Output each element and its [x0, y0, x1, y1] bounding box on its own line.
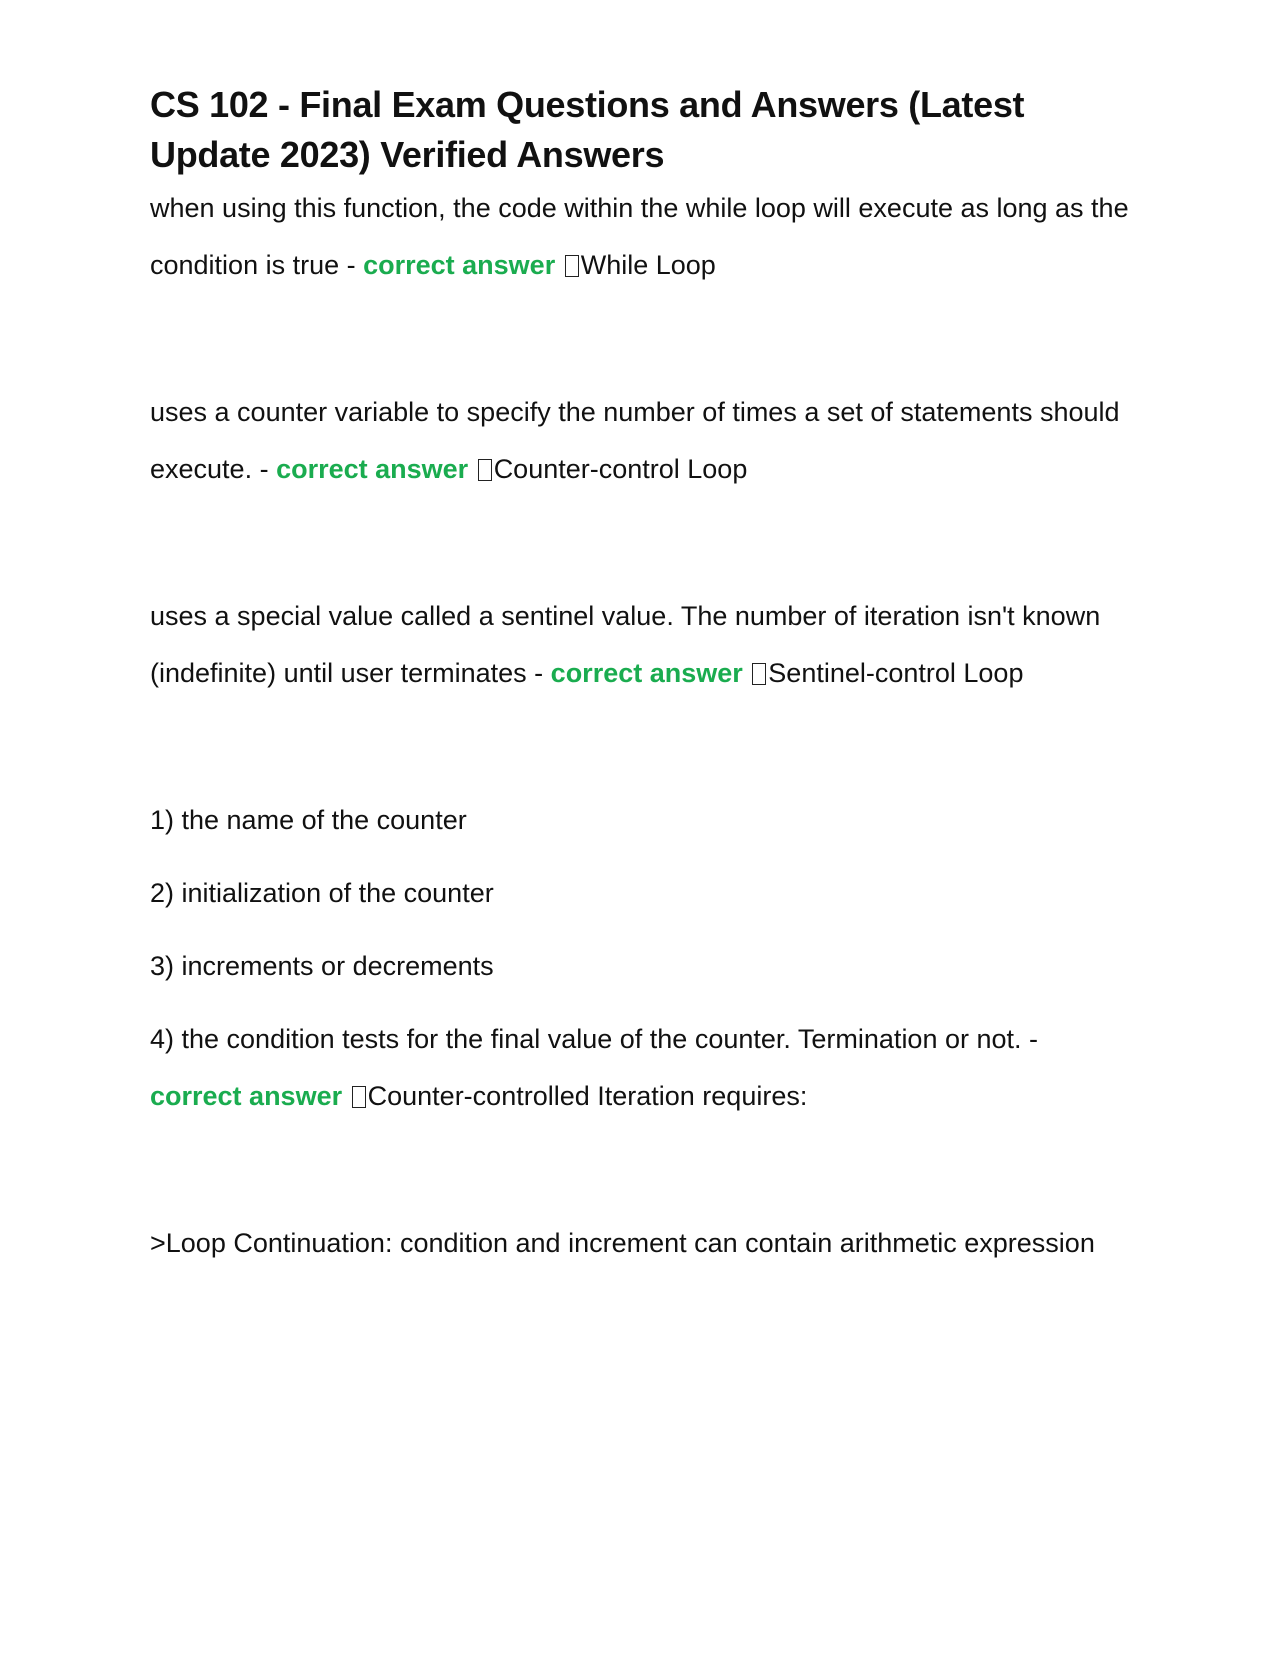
question-text: 4) the condition tests for the final value of the counter. Termination or not. -: [150, 1024, 1039, 1054]
spacer: [150, 1125, 1130, 1215]
answer-text: While Loop: [580, 250, 716, 280]
list-item: 3) increments or decrements: [150, 951, 494, 981]
answer-text: Counter-controlled Iteration requires:: [367, 1081, 808, 1111]
question-text: uses a counter variable to specify the number of times a set of statements should execute. -: [150, 397, 1120, 484]
answer-label: correct answer: [276, 454, 469, 484]
question-text: uses a special value called a sentinel value. The number of iteration isn't known (indefinite) until user terminates -: [150, 601, 1101, 688]
qa-item-1: [150, 180, 1130, 294]
answer-text: Counter-control Loop: [493, 454, 748, 484]
spacer: [150, 702, 1130, 792]
qa-item-2: [150, 384, 1130, 498]
answer-label: correct answer: [150, 1081, 343, 1111]
qa-item-4: [150, 792, 1130, 1125]
missing-glyph-box-icon: [752, 663, 766, 685]
missing-glyph-box-icon: [478, 459, 492, 481]
missing-glyph-box-icon: [565, 255, 579, 277]
answer-label: correct answer: [363, 250, 556, 280]
document-page: [150, 80, 1130, 1272]
missing-glyph-box-icon: [352, 1086, 366, 1108]
final-note: >Loop Continuation: condition and increment can contain arithmetic expression: [150, 1228, 1095, 1258]
question-text: when using this function, the code within the while loop will execute as long as the condition is true -: [150, 193, 1129, 280]
document-title: CS 102 - Final Exam Questions and Answers (Latest Update 2023) Verified Answers: [150, 84, 1025, 175]
spacer: [150, 294, 1130, 384]
list-item: 1) the name of the counter: [150, 805, 467, 835]
answer-text: Sentinel-control Loop: [768, 658, 1024, 688]
spacer: [150, 498, 1130, 588]
qa-item-3: [150, 588, 1130, 702]
list-item-last: [150, 1011, 1130, 1125]
answer-label: correct answer: [550, 658, 743, 688]
list-item: 2) initialization of the counter: [150, 878, 494, 908]
